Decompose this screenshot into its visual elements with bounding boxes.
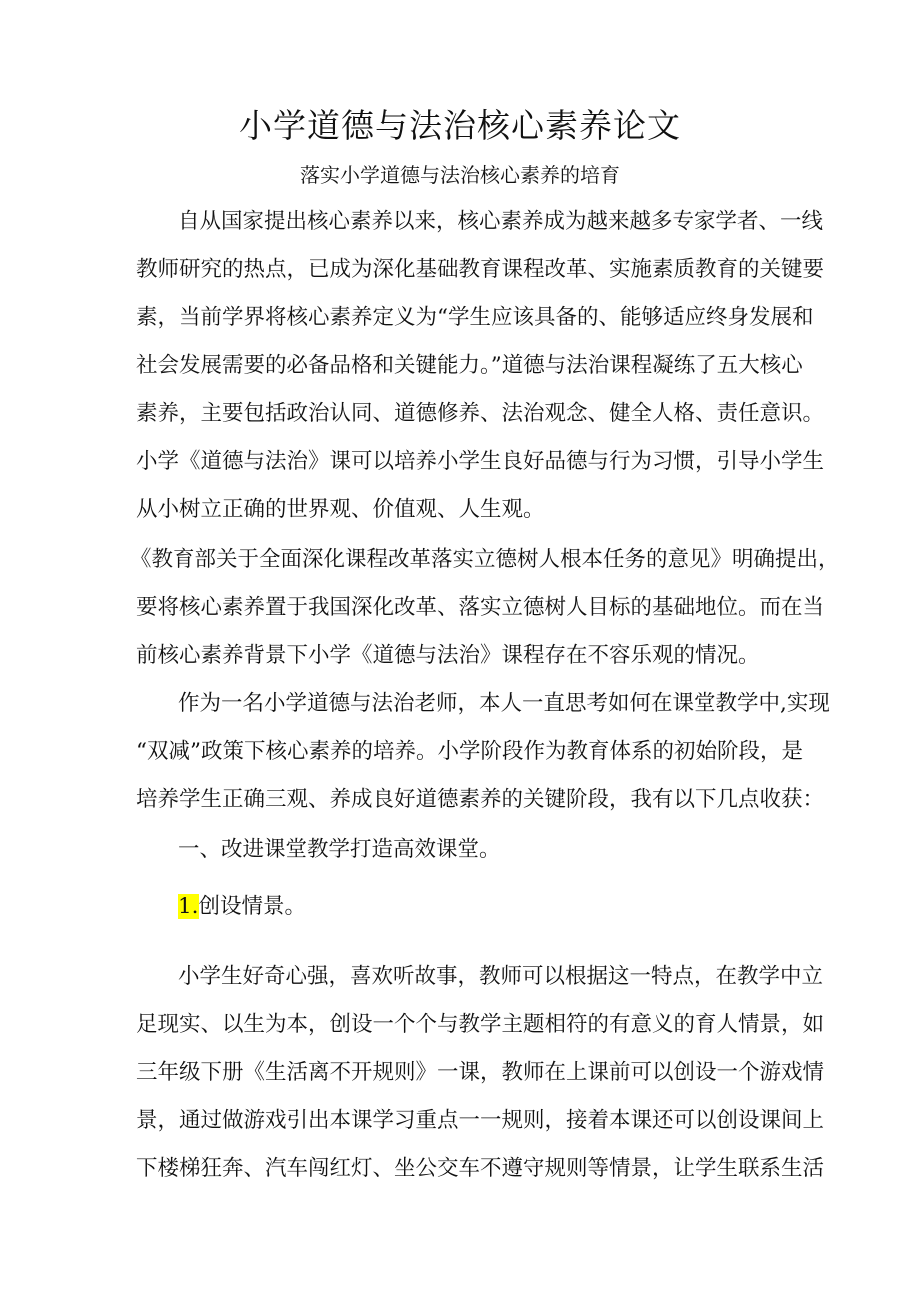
- paragraph-1-line-1: 自从国家提出核心素养以来，核心素养成为越来越多专家学者、一线: [178, 209, 824, 234]
- paragraph-3-line-1: 作为一名小学道德与法治老师，本人一直思考如何在课堂教学中,实现: [178, 691, 830, 716]
- subsection-heading-text: 创设情景。: [198, 894, 307, 919]
- paragraph-4-line-2: 足现实、以生为本，创设一个个与教学主题相符的有意义的育人情景，如: [136, 1012, 825, 1037]
- subsection-heading-1: [178, 892, 798, 922]
- paragraph-3-line-3: 培养学生正确三观、养成良好道德素养的关键阶段，我有以下几点收获：: [136, 787, 825, 812]
- highlighted-number: 1.: [178, 894, 199, 919]
- document-subtitle: 落实小学道德与法治核心素养的培育: [300, 163, 620, 187]
- paragraph-4-line-1: 小学生好奇心强，喜欢听故事，教师可以根据这一特点，在教学中立: [178, 964, 824, 989]
- paragraph-1-line-2: 教师研究的热点，已成为深化基础教育课程改革、实施素质教育的关键要: [136, 257, 825, 282]
- paragraph-4-line-5: 下楼梯狂奔、汽车闯红灯、坐公交车不遵守规则等情景，让学生联系生活: [136, 1156, 825, 1181]
- paragraph-1-line-6: 小学《道德与法治》课可以培养小学生良好品德与行为习惯，引导小学生: [136, 449, 825, 474]
- paragraph-1-line-5: 素养，主要包括政治认同、道德修养、法治观念、健全人格、责任意识。: [136, 401, 825, 426]
- paragraph-1-line-3: 素，当前学界将核心素养定义为“学生应该具备的、能够适应终身发展和: [136, 305, 814, 330]
- paragraph-3-line-2: “双减”政策下核心素养的培养。小学阶段作为教育体系的初始阶段，是: [136, 739, 803, 764]
- paragraph-2-line-2: 要将核心素养置于我国深化改革、落实立德树人目标的基础地位。而在当: [136, 595, 825, 620]
- paragraph-1-line-4: 社会发展需要的必备品格和关键能力。”道德与法治课程凝练了五大核心: [136, 353, 803, 378]
- document-title: 小学道德与法治核心素养论文: [239, 106, 681, 145]
- paragraph-1-line-7: 从小树立正确的世界观、价值观、人生观。: [136, 497, 545, 522]
- paragraph-4-line-3: 三年级下册《生活离不开规则》一课，教师在上课前可以创设一个游戏情: [136, 1060, 825, 1085]
- paragraph-4-line-4: 景，通过做游戏引出本课学习重点一一规则，接着本课还可以创设课间上: [136, 1108, 825, 1133]
- paragraph-2-line-3: 前核心素养背景下小学《道德与法治》课程存在不容乐观的情况。: [136, 643, 760, 668]
- section-heading-1: 一、改进课堂教学打造高效课堂。: [178, 837, 501, 862]
- paragraph-2-line-1: 《教育部关于全面深化课程改革落实立德树人根本任务的意见》明确提出，: [130, 547, 840, 572]
